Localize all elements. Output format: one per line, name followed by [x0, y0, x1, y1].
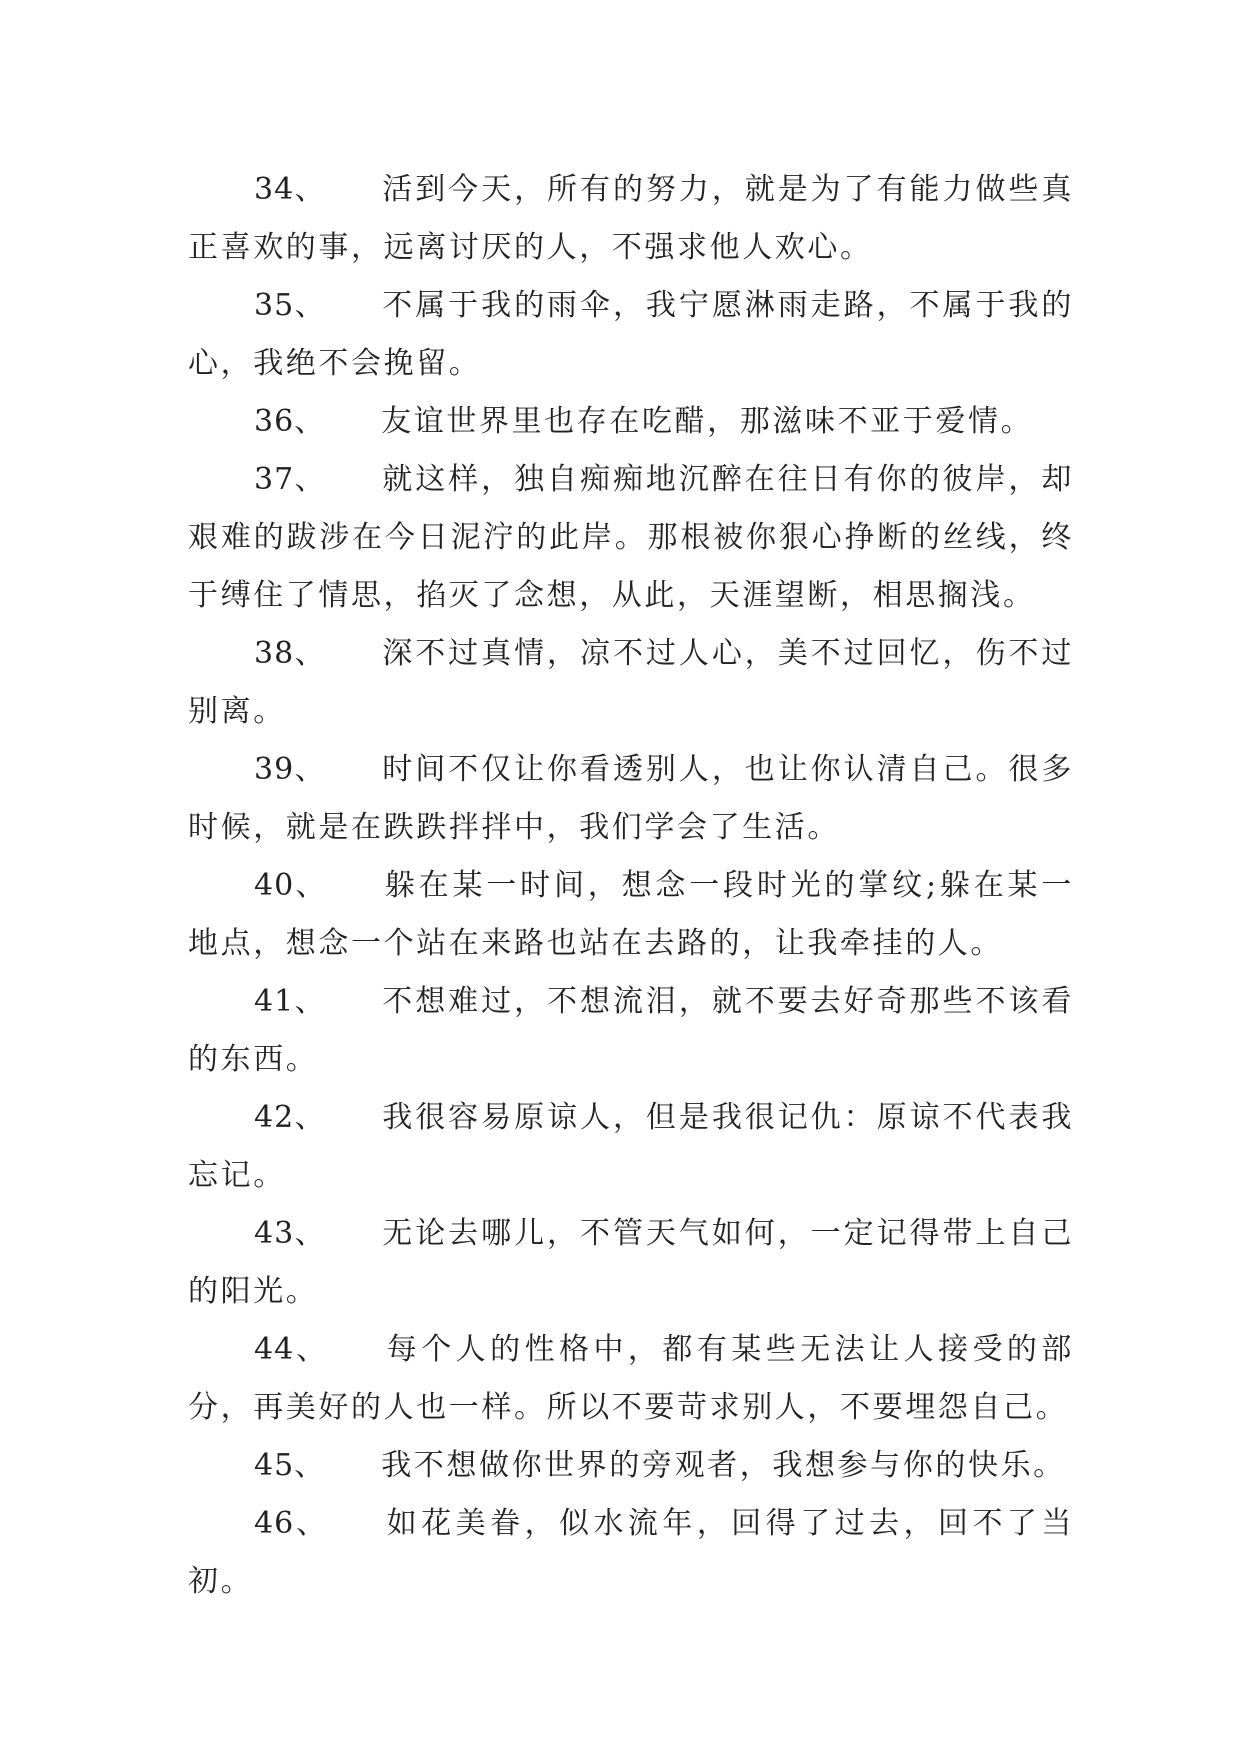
- item-text: 我很容易原谅人，但是我很记仇：原谅不代表我忘记。: [188, 1100, 1074, 1193]
- item-text: 每个人的性格中，都有某些无法让人接受的部分，再美好的人也一样。所以不要苛求别人，不要埋怨自己。: [188, 1332, 1074, 1425]
- item-text: 躲在某一时间，想念一段时光的掌纹;躲在某一地点，想念一个站在来路也站在去路的，让我牵挂的人。: [188, 868, 1074, 961]
- item-number: 41、: [254, 984, 326, 1019]
- item-number: 36、: [254, 404, 326, 439]
- item-text: 无论去哪儿，不管天气如何，一定记得带上自己的阳光。: [188, 1216, 1074, 1309]
- list-item: [188, 1437, 1074, 1495]
- item-number: 37、: [254, 462, 326, 497]
- list-item: [188, 857, 1074, 973]
- list-item: [188, 1205, 1074, 1321]
- list-item: [188, 1089, 1074, 1205]
- item-number: 38、: [254, 636, 326, 671]
- item-text: 就这样，独自痴痴地沉醉在往日有你的彼岸，却艰难的跋涉在今日泥泞的此岸。那根被你狠心挣断的丝线，终于缚住了情思，掐灭了念想，从此，天涯望断，相思搁浅。: [188, 462, 1074, 613]
- item-text: 如花美眷，似水流年，回得了过去，回不了当初。: [188, 1506, 1074, 1599]
- item-number: 40、: [254, 868, 328, 903]
- item-number: 42、: [254, 1100, 326, 1135]
- list-item: [188, 741, 1074, 857]
- list-item: [188, 973, 1074, 1089]
- list-item: [188, 451, 1074, 625]
- document-body: [188, 161, 1074, 1611]
- item-number: 43、: [254, 1216, 326, 1251]
- item-number: 34、: [254, 172, 326, 207]
- list-item: [188, 625, 1074, 741]
- item-text: 友谊世界里也存在吃醋，那滋味不亚于爱情。: [381, 404, 1034, 439]
- item-text: 不想难过，不想流泪，就不要去好奇那些不该看的东西。: [188, 984, 1074, 1077]
- list-item: [188, 393, 1074, 451]
- item-number: 39、: [254, 752, 326, 787]
- item-number: 45、: [254, 1448, 326, 1483]
- item-number: 46、: [254, 1506, 329, 1541]
- list-item: [188, 277, 1074, 393]
- item-text: 不属于我的雨伞，我宁愿淋雨走路，不属于我的心，我绝不会挽留。: [188, 288, 1074, 381]
- item-number: 35、: [254, 288, 326, 323]
- item-number: 44、: [254, 1332, 329, 1367]
- item-text: 活到今天，所有的努力，就是为了有能力做些真正喜欢的事，远离讨厌的人，不强求他人欢心。: [188, 172, 1074, 265]
- item-text: 我不想做你世界的旁观者，我想参与你的快乐。: [381, 1448, 1066, 1483]
- item-text: 深不过真情，凉不过人心，美不过回忆，伤不过别离。: [188, 636, 1074, 729]
- list-item: [188, 161, 1074, 277]
- list-item: [188, 1321, 1074, 1437]
- item-text: 时间不仅让你看透别人，也让你认清自己。很多时候，就是在跌跌拌拌中，我们学会了生活。: [188, 752, 1074, 845]
- list-item: [188, 1495, 1074, 1611]
